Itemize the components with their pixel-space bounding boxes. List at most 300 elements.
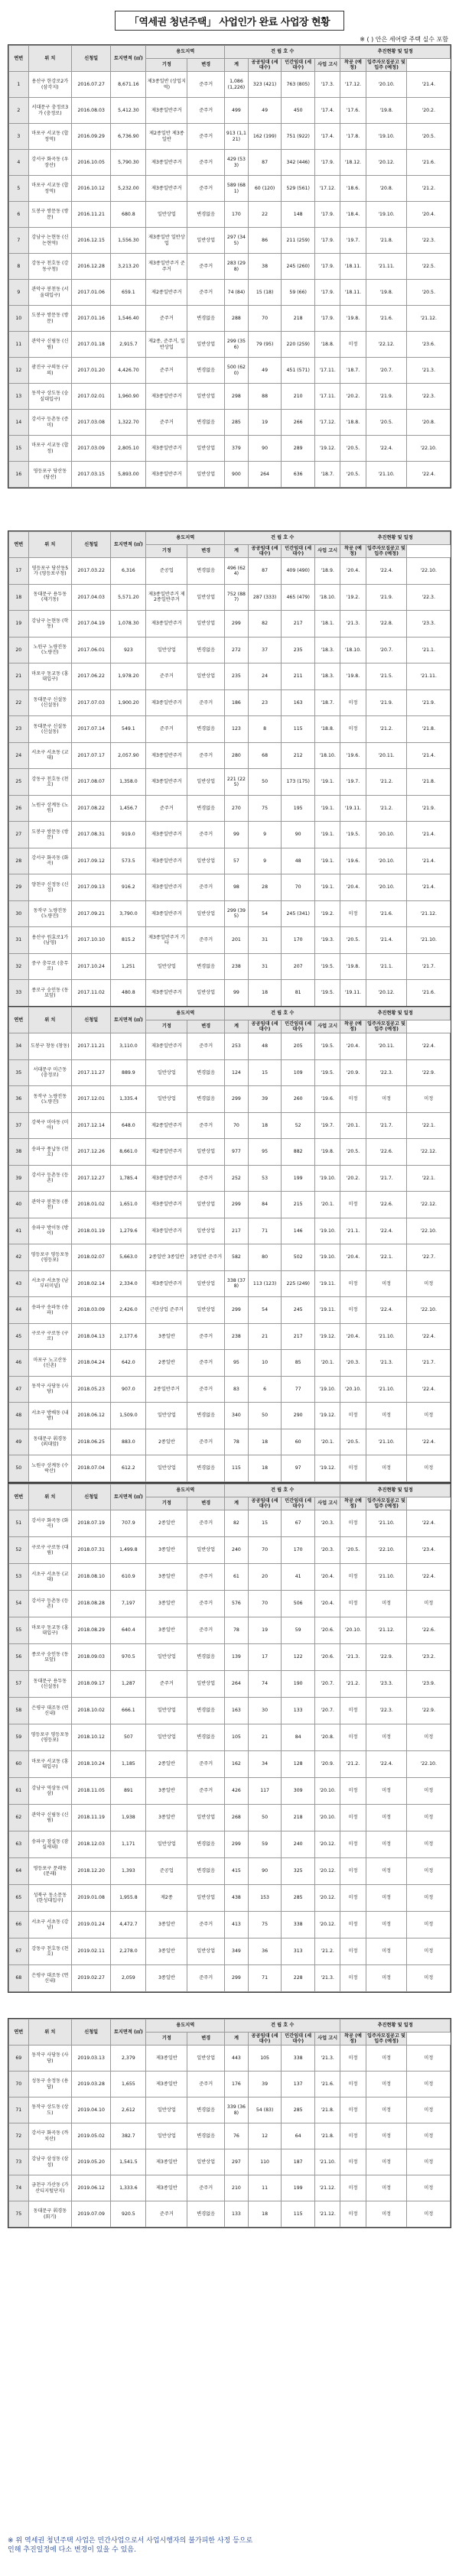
page-title: 「역세권 청년주택」 사업인가 완료 사업장 현황 bbox=[115, 11, 344, 31]
cell-zoning-before: 일반상업 bbox=[146, 953, 187, 980]
header-units-private: 민간임대 (세대수) bbox=[282, 59, 315, 72]
cell-move-in-notice: 미정 bbox=[366, 1831, 407, 1858]
cell-units-total: 339 (368) bbox=[225, 2097, 249, 2123]
cell-construction-start: '21.2. bbox=[340, 1751, 366, 1778]
cell-construction-start: '20.5. bbox=[340, 462, 366, 488]
cell-move-in: '21.9. bbox=[407, 689, 451, 716]
cell-applicant-date: 2017.08.22 bbox=[72, 795, 111, 822]
cell-units-total: 252 bbox=[225, 1165, 249, 1192]
cell-approval-notice: '19.1. bbox=[314, 848, 340, 874]
cell-units-public: 74 bbox=[248, 1671, 282, 1698]
cell-units-public: 323 (421) bbox=[248, 72, 282, 98]
cell-land-area: 642.0 bbox=[111, 1350, 146, 1377]
cell-units-public: 15 (18) bbox=[248, 280, 282, 306]
header-applicant: 신청일 bbox=[72, 2020, 111, 2046]
cell-zoning-before: 2종일반 bbox=[146, 1429, 187, 1455]
cell-construction-start: '20.10. bbox=[340, 1617, 366, 1644]
cell-units-total: 299 bbox=[225, 1831, 249, 1858]
cell-location: 은평구 대조동 (연신내) bbox=[28, 1698, 71, 1724]
cell-row-number: 15 bbox=[9, 436, 29, 462]
cell-zoning-before: 제3종일반 bbox=[146, 2072, 187, 2097]
header-units-total: 계 bbox=[225, 2033, 249, 2046]
cell-units-private: 211 (259) bbox=[282, 228, 315, 254]
cell-units-private: 190 bbox=[282, 1671, 315, 1698]
cell-move-in: '22.4. bbox=[407, 462, 451, 488]
cell-applicant-date: 2018.08.10 bbox=[72, 1564, 111, 1591]
cell-move-in-notice: '22.4. bbox=[366, 1751, 407, 1778]
cell-row-number: 4 bbox=[9, 150, 29, 176]
cell-approval-notice: '19.8. bbox=[314, 1139, 340, 1166]
cell-move-in: '22.1. bbox=[407, 1165, 451, 1192]
cell-applicant-date: 2017.02.01 bbox=[72, 384, 111, 410]
cell-zoning-after: 준주거 bbox=[187, 150, 225, 176]
cell-location: 강서구 등촌동 (증미) bbox=[28, 410, 71, 436]
cell-location: 성북구 동소문동 (한성대입구) bbox=[28, 1885, 71, 1912]
cell-construction-start: '17.8. bbox=[340, 124, 366, 150]
cell-move-in-notice: '21.11. bbox=[366, 254, 407, 280]
cell-land-area: 883.0 bbox=[111, 1429, 146, 1455]
cell-land-area: 1,651.0 bbox=[111, 1192, 146, 1218]
cell-location: 관악구 봉천동 (봉천) bbox=[28, 1192, 71, 1218]
cell-move-in-notice: '21.10. bbox=[366, 1429, 407, 1455]
cell-zoning-after: 준주거 bbox=[187, 176, 225, 202]
cell-approval-notice: '19.7. bbox=[314, 1112, 340, 1139]
cell-zoning-before: 2종일반 bbox=[146, 1350, 187, 1377]
cell-location: 강서구 화곡동 (우장산) bbox=[28, 150, 71, 176]
table-row bbox=[9, 1698, 451, 1724]
cell-move-in: 미정 bbox=[407, 1885, 451, 1912]
cell-construction-start: '20.5. bbox=[340, 927, 366, 954]
cell-applicant-date: 2017.08.07 bbox=[72, 769, 111, 796]
cell-location: 서초구 방배동 (내방) bbox=[28, 1403, 71, 1429]
cell-applicant-date: 2018.12.03 bbox=[72, 1831, 111, 1858]
cell-land-area: 923 bbox=[111, 637, 146, 663]
cell-move-in: '21.6. bbox=[407, 980, 451, 1007]
cell-move-in: '20.5. bbox=[407, 280, 451, 306]
cell-units-public: 54 bbox=[248, 900, 282, 927]
cell-units-public: 21 bbox=[248, 1323, 282, 1350]
cell-row-number: 46 bbox=[9, 1350, 29, 1377]
cell-zoning-before: 3종일반 bbox=[146, 1564, 187, 1591]
cell-units-public: 18 bbox=[248, 2201, 282, 2227]
cell-units-total: 285 bbox=[225, 410, 249, 436]
cell-applicant-date: 2019.02.11 bbox=[72, 1938, 111, 1965]
cell-zoning-before: 제3종일반주거 준주거 bbox=[146, 254, 187, 280]
cell-units-total: 217 bbox=[225, 1218, 249, 1244]
cell-construction-start: '19.8. bbox=[340, 306, 366, 332]
cell-applicant-date: 2017.01.06 bbox=[72, 280, 111, 306]
cell-approval-notice: '19.1. bbox=[314, 795, 340, 822]
cell-location: 서대문구 충정로3가 (충정로) bbox=[28, 98, 71, 124]
cell-applicant-date: 2017.07.03 bbox=[72, 689, 111, 716]
cell-construction-start: '18.4. bbox=[340, 202, 366, 228]
cell-units-private: 342 (446) bbox=[282, 150, 315, 176]
cell-location: 영등포구 영등포동 (영등포) bbox=[28, 1724, 71, 1751]
cell-location: 영등포구 영등포동 (영등포) bbox=[28, 1244, 71, 1271]
cell-units-public: 50 bbox=[248, 1403, 282, 1429]
cell-units-total: 496 (624) bbox=[225, 558, 249, 585]
cell-zoning-after: 일반상업 bbox=[187, 1192, 225, 1218]
header-units: 건 립 호 수 bbox=[225, 1484, 340, 1497]
header-approval: 사업 고시 bbox=[314, 59, 340, 72]
table-row bbox=[9, 150, 451, 176]
header-start: 착공 (예정) bbox=[340, 59, 366, 72]
cell-units-public: 54 bbox=[248, 1297, 282, 1324]
table-row bbox=[9, 1429, 451, 1455]
cell-move-in-notice: 미정 bbox=[366, 1591, 407, 1617]
cell-construction-start: '19.11. bbox=[340, 980, 366, 1007]
cell-zoning-before: 제3종일반주거 bbox=[146, 900, 187, 927]
cell-construction-start: 미정 bbox=[340, 1086, 366, 1113]
cell-approval-notice: '20.3. bbox=[314, 1537, 340, 1564]
cell-units-total: 297 bbox=[225, 2149, 249, 2175]
header-zoning: 용도지역 bbox=[146, 1484, 225, 1497]
cell-move-in: 미정 bbox=[407, 1805, 451, 1831]
header-schedule: 추진현황 및 일정 bbox=[340, 1484, 451, 1497]
cell-row-number: 42 bbox=[9, 1244, 29, 1271]
cell-units-public: 31 bbox=[248, 953, 282, 980]
cell-applicant-date: 2018.05.23 bbox=[72, 1376, 111, 1403]
cell-zoning-after: 준주거 bbox=[187, 2072, 225, 2097]
cell-zoning-before: 제3종일반주거 bbox=[146, 874, 187, 901]
table-row bbox=[9, 1537, 451, 1564]
cell-units-total: 1,086 (1,226) bbox=[225, 72, 249, 98]
cell-construction-start: 미정 bbox=[340, 689, 366, 716]
cell-row-number: 44 bbox=[9, 1297, 29, 1324]
cell-construction-start: '19.7. bbox=[340, 228, 366, 254]
cell-applicant-date: 2017.11.27 bbox=[72, 1059, 111, 1086]
cell-applicant-date: 2018.10.02 bbox=[72, 1698, 111, 1724]
cell-location: 마포구 서교동 (합정) bbox=[28, 436, 71, 462]
cell-location: 송파구 잠실동 (잠실새내) bbox=[28, 1831, 71, 1858]
cell-approval-notice: '17.12. bbox=[314, 176, 340, 202]
cell-approval-notice: '20.4. bbox=[314, 1591, 340, 1617]
cell-move-in: '22.10. bbox=[407, 1218, 451, 1244]
cell-applicant-date: 2018.10.24 bbox=[72, 1751, 111, 1778]
header-zoning-before: 기정 bbox=[146, 545, 187, 558]
cell-land-area: 2,915.7 bbox=[111, 332, 146, 358]
cell-approval-notice: '20.7. bbox=[314, 1698, 340, 1724]
cell-units-total: 299 (356) bbox=[225, 332, 249, 358]
cell-applicant-date: 2019.03.13 bbox=[72, 2046, 111, 2072]
cell-land-area: 1,251 bbox=[111, 953, 146, 980]
cell-units-private: 228 bbox=[282, 1965, 315, 1992]
cell-zoning-after: 변경없음 bbox=[187, 637, 225, 663]
cell-applicant-date: 2017.11.02 bbox=[72, 980, 111, 1007]
table-row bbox=[9, 1455, 451, 1482]
table-row bbox=[9, 1350, 451, 1377]
cell-row-number: 19 bbox=[9, 611, 29, 638]
cell-units-total: 123 bbox=[225, 716, 249, 743]
project-table-4 bbox=[8, 1483, 451, 1993]
cell-location: 동작구 상도동 (상도) bbox=[28, 2097, 71, 2123]
cell-land-area: 2,278.0 bbox=[111, 1938, 146, 1965]
cell-move-in: '21.12. bbox=[407, 900, 451, 927]
cell-zoning-before: 준주거 bbox=[146, 1671, 187, 1698]
cell-location: 마포구 동교동 (홍대입구) bbox=[28, 663, 71, 690]
cell-units-private: 60 bbox=[282, 1429, 315, 1455]
header-units-public: 공공임대 (세대수) bbox=[248, 545, 282, 558]
cell-location: 강서구 등촌동 (등촌) bbox=[28, 1591, 71, 1617]
cell-construction-start: 미정 bbox=[340, 1912, 366, 1938]
cell-units-total: 57 bbox=[225, 848, 249, 874]
cell-construction-start: '18.12. bbox=[340, 150, 366, 176]
cell-construction-start: '17.12. bbox=[340, 72, 366, 98]
table-row bbox=[9, 2201, 451, 2227]
cell-applicant-date: 2018.02.07 bbox=[72, 1244, 111, 1271]
cell-construction-start: '19.7. bbox=[340, 769, 366, 796]
cell-construction-start: '21.2. bbox=[340, 1671, 366, 1698]
cell-zoning-before: 제3종일반주거 bbox=[146, 769, 187, 796]
cell-land-area: 5,412.30 bbox=[111, 98, 146, 124]
cell-zoning-before: 준주거 bbox=[146, 410, 187, 436]
cell-units-public: 70 bbox=[248, 1537, 282, 1564]
header-area: 토지면적 (㎡) bbox=[111, 532, 146, 558]
cell-units-total: 240 bbox=[225, 1537, 249, 1564]
cell-units-public: 36 bbox=[248, 1938, 282, 1965]
cell-zoning-before: 제3종일반주거 bbox=[146, 611, 187, 638]
cell-move-in: '21.2. bbox=[407, 176, 451, 202]
cell-units-public: 70 bbox=[248, 1591, 282, 1617]
table-row bbox=[9, 2072, 451, 2097]
cell-row-number: 32 bbox=[9, 953, 29, 980]
header-area: 토지면적 (㎡) bbox=[111, 46, 146, 72]
cell-applicant-date: 2017.01.20 bbox=[72, 358, 111, 384]
cell-move-in-notice: '21.10. bbox=[366, 1564, 407, 1591]
cell-land-area: 3,110.0 bbox=[111, 1033, 146, 1060]
cell-zoning-after: 변경없음 bbox=[187, 1455, 225, 1482]
header-schedule: 추진현황 및 일정 bbox=[340, 1007, 451, 1020]
cell-construction-start: '18.7. bbox=[340, 358, 366, 384]
cell-construction-start: '19.6. bbox=[340, 848, 366, 874]
cell-applicant-date: 2018.02.14 bbox=[72, 1270, 111, 1297]
cell-zoning-after: 준주거 bbox=[187, 1591, 225, 1617]
cell-approval-notice: '19.1. bbox=[314, 769, 340, 796]
cell-units-private: 173 (175) bbox=[282, 769, 315, 796]
cell-units-private: 217 bbox=[282, 611, 315, 638]
cell-units-total: 139 bbox=[225, 1644, 249, 1671]
header-units-total: 계 bbox=[225, 1020, 249, 1033]
cell-construction-start: 미정 bbox=[340, 1455, 366, 1482]
cell-zoning-after: 준주거 bbox=[187, 1429, 225, 1455]
cell-land-area: 666.1 bbox=[111, 1698, 146, 1724]
cell-applicant-date: 2017.01.16 bbox=[72, 306, 111, 332]
cell-applicant-date: 2019.03.28 bbox=[72, 2072, 111, 2097]
cell-approval-notice: '18.8. bbox=[314, 332, 340, 358]
cell-move-in-notice: '20.8. bbox=[366, 176, 407, 202]
cell-units-public: 15 bbox=[248, 1059, 282, 1086]
cell-units-private: 245 (341) bbox=[282, 900, 315, 927]
cell-move-in: '21.12. bbox=[407, 306, 451, 332]
cell-units-public: 18 bbox=[248, 1429, 282, 1455]
cell-land-area: 6,736.90 bbox=[111, 124, 146, 150]
cell-zoning-before: 제2종일반주거 bbox=[146, 280, 187, 306]
cell-applicant-date: 2019.05.20 bbox=[72, 2149, 111, 2175]
cell-land-area: 1,900.20 bbox=[111, 689, 146, 716]
table-row bbox=[9, 1724, 451, 1751]
cell-approval-notice: '20.6. bbox=[314, 1644, 340, 1671]
header-move-in: 입주자모집공고 및 입주 (예정) bbox=[367, 1497, 406, 1509]
cell-units-public: 87 bbox=[248, 558, 282, 585]
cell-location: 동대문구 휘경동 (외대앞) bbox=[28, 1429, 71, 1455]
cell-units-private: 128 bbox=[282, 1751, 315, 1778]
cell-units-total: 74 (84) bbox=[225, 280, 249, 306]
cell-units-private: 170 bbox=[282, 927, 315, 954]
cell-move-in: '21.1. bbox=[407, 637, 451, 663]
table-row bbox=[9, 124, 451, 150]
cell-units-private: 146 bbox=[282, 1218, 315, 1244]
cell-approval-notice: '17.9. bbox=[314, 202, 340, 228]
cell-units-private: 240 bbox=[282, 1831, 315, 1858]
table-row bbox=[9, 1112, 451, 1139]
cell-applicant-date: 2016.09.29 bbox=[72, 124, 111, 150]
cell-move-in-notice: '19.8. bbox=[366, 98, 407, 124]
table-row bbox=[9, 306, 451, 332]
cell-units-private: 163 bbox=[282, 689, 315, 716]
cell-location: 양천구 신정동 (신정) bbox=[28, 874, 71, 901]
cell-units-total: 253 bbox=[225, 1033, 249, 1060]
cell-applicant-date: 2017.12.14 bbox=[72, 1112, 111, 1139]
cell-units-total: 426 bbox=[225, 1778, 249, 1805]
cell-units-private: 64 bbox=[282, 2123, 315, 2149]
cell-zoning-before: 2종일반 3종일반 bbox=[146, 1244, 187, 1271]
cell-land-area: 480.8 bbox=[111, 980, 146, 1007]
cell-location: 노원구 상계동 (노원) bbox=[28, 795, 71, 822]
cell-units-total: 238 bbox=[225, 953, 249, 980]
cell-units-total: 99 bbox=[225, 980, 249, 1007]
cell-move-in: '21.10. bbox=[407, 927, 451, 954]
cell-approval-notice: '20.4. bbox=[314, 1564, 340, 1591]
cell-zoning-before: 준주거 bbox=[146, 795, 187, 822]
cell-zoning-before: 제2종일반주거 bbox=[146, 1112, 187, 1139]
cell-units-private: 205 bbox=[282, 1033, 315, 1060]
cell-row-number: 64 bbox=[9, 1858, 29, 1885]
cell-location: 마포구 서교동 (합정역) bbox=[28, 176, 71, 202]
cell-move-in: 미정 bbox=[407, 2072, 451, 2097]
cell-move-in-notice: 미정 bbox=[366, 2175, 407, 2201]
cell-row-number: 20 bbox=[9, 637, 29, 663]
cell-applicant-date: 2016.11.21 bbox=[72, 202, 111, 228]
cell-applicant-date: 2018.11.19 bbox=[72, 1805, 111, 1831]
cell-zoning-before: 3종일반 bbox=[146, 1805, 187, 1831]
cell-row-number: 39 bbox=[9, 1165, 29, 1192]
table-row bbox=[9, 202, 451, 228]
cell-location: 구로구 구로동 (구로) bbox=[28, 1323, 71, 1350]
cell-approval-notice: '19.10. bbox=[314, 1165, 340, 1192]
cell-row-number: 50 bbox=[9, 1455, 29, 1482]
cell-land-area: 5,571.20 bbox=[111, 584, 146, 611]
cell-land-area: 3,213.20 bbox=[111, 254, 146, 280]
cell-row-number: 56 bbox=[9, 1644, 29, 1671]
cell-construction-start: '18.10. bbox=[340, 637, 366, 663]
cell-move-in-notice: 미정 bbox=[366, 2201, 407, 2227]
cell-move-in: 미정 bbox=[407, 2201, 451, 2227]
cell-zoning-before: 일반상업 bbox=[146, 1086, 187, 1113]
table-row bbox=[9, 584, 451, 611]
cell-units-public: 18 bbox=[248, 1112, 282, 1139]
cell-move-in: '22.4. bbox=[407, 1033, 451, 1060]
table-row bbox=[9, 742, 451, 769]
cell-construction-start: 미정 bbox=[340, 2097, 366, 2123]
cell-zoning-before: 준공업 bbox=[146, 1858, 187, 1885]
cell-land-area: 707.9 bbox=[111, 1510, 146, 1537]
cell-units-public: 12 bbox=[248, 2123, 282, 2149]
cell-move-in-notice: '21.10. bbox=[366, 1376, 407, 1403]
cell-location: 관악구 신림동 (신림) bbox=[28, 1805, 71, 1831]
cell-zoning-after: 일반상업 bbox=[187, 1805, 225, 1831]
cell-zoning-after: 준주거 bbox=[187, 1965, 225, 1992]
cell-units-total: 61 bbox=[225, 1564, 249, 1591]
cell-units-total: 288 bbox=[225, 306, 249, 332]
cell-construction-start: 미정 bbox=[340, 2149, 366, 2175]
cell-row-number: 25 bbox=[9, 769, 29, 796]
cell-approval-notice: '18.9. bbox=[314, 558, 340, 585]
cell-units-public: 71 bbox=[248, 1965, 282, 1992]
cell-construction-start: 미정 bbox=[340, 2201, 366, 2227]
cell-applicant-date: 2016.08.03 bbox=[72, 98, 111, 124]
cell-move-in: '22.9. bbox=[407, 1698, 451, 1724]
cell-units-private: 211 bbox=[282, 663, 315, 690]
table-row bbox=[9, 2175, 451, 2201]
cell-location: 용산구 원효로1가 (남영) bbox=[28, 927, 71, 954]
cell-applicant-date: 2017.06.01 bbox=[72, 637, 111, 663]
cell-location: 동대문구 용두동 (제기동) bbox=[28, 584, 71, 611]
cell-location: 영등포구 당산동5가 (영등포구청) bbox=[28, 558, 71, 585]
cell-land-area: 1,546.40 bbox=[111, 306, 146, 332]
cell-land-area: 1,655 bbox=[111, 2072, 146, 2097]
cell-units-public: 34 bbox=[248, 1751, 282, 1778]
header-units-total: 계 bbox=[225, 59, 249, 72]
cell-land-area: 1,978.20 bbox=[111, 663, 146, 690]
cell-row-number: 37 bbox=[9, 1112, 29, 1139]
cell-approval-notice: '20.10. bbox=[314, 1805, 340, 1831]
cell-move-in-notice: '21.7. bbox=[366, 1165, 407, 1192]
cell-applicant-date: 2017.11.21 bbox=[72, 1033, 111, 1060]
cell-units-private: 450 bbox=[282, 98, 315, 124]
cell-zoning-before: 제2종일반 제3종일반 bbox=[146, 124, 187, 150]
cell-move-in-notice: '21.7. bbox=[366, 1112, 407, 1139]
cell-units-private: 285 bbox=[282, 1885, 315, 1912]
cell-approval-notice: '17.11. bbox=[314, 358, 340, 384]
cell-units-private: 882 bbox=[282, 1139, 315, 1166]
cell-units-total: 98 bbox=[225, 874, 249, 901]
cell-construction-start: '20.5. bbox=[340, 436, 366, 462]
cell-move-in-notice: '19.10. bbox=[366, 202, 407, 228]
cell-units-private: 325 bbox=[282, 1858, 315, 1885]
header-units-private: 민간임대 (세대수) bbox=[282, 1020, 315, 1033]
table-row bbox=[9, 1086, 451, 1113]
cell-units-private: 207 bbox=[282, 953, 315, 980]
cell-row-number: 67 bbox=[9, 1938, 29, 1965]
header-units-public: 공공임대 (세대수) bbox=[248, 2033, 282, 2046]
header-zoning-before: 기정 bbox=[146, 1020, 187, 1033]
cell-zoning-before: 제3종일반주거 bbox=[146, 150, 187, 176]
cell-land-area: 5,232.00 bbox=[111, 176, 146, 202]
cell-units-private: 451 (571) bbox=[282, 358, 315, 384]
table-row bbox=[9, 1403, 451, 1429]
cell-units-total: 201 bbox=[225, 927, 249, 954]
cell-row-number: 49 bbox=[9, 1429, 29, 1455]
cell-row-number: 47 bbox=[9, 1376, 29, 1403]
cell-applicant-date: 2018.11.05 bbox=[72, 1778, 111, 1805]
cell-units-total: 105 bbox=[225, 1724, 249, 1751]
cell-construction-start: '18.11. bbox=[340, 280, 366, 306]
table-row bbox=[9, 1510, 451, 1537]
cell-zoning-before: 3종일반 bbox=[146, 1617, 187, 1644]
cell-approval-notice: '19.12. bbox=[314, 1323, 340, 1350]
cell-zoning-after: 변경없음 bbox=[187, 202, 225, 228]
cell-units-private: 137 bbox=[282, 2072, 315, 2097]
